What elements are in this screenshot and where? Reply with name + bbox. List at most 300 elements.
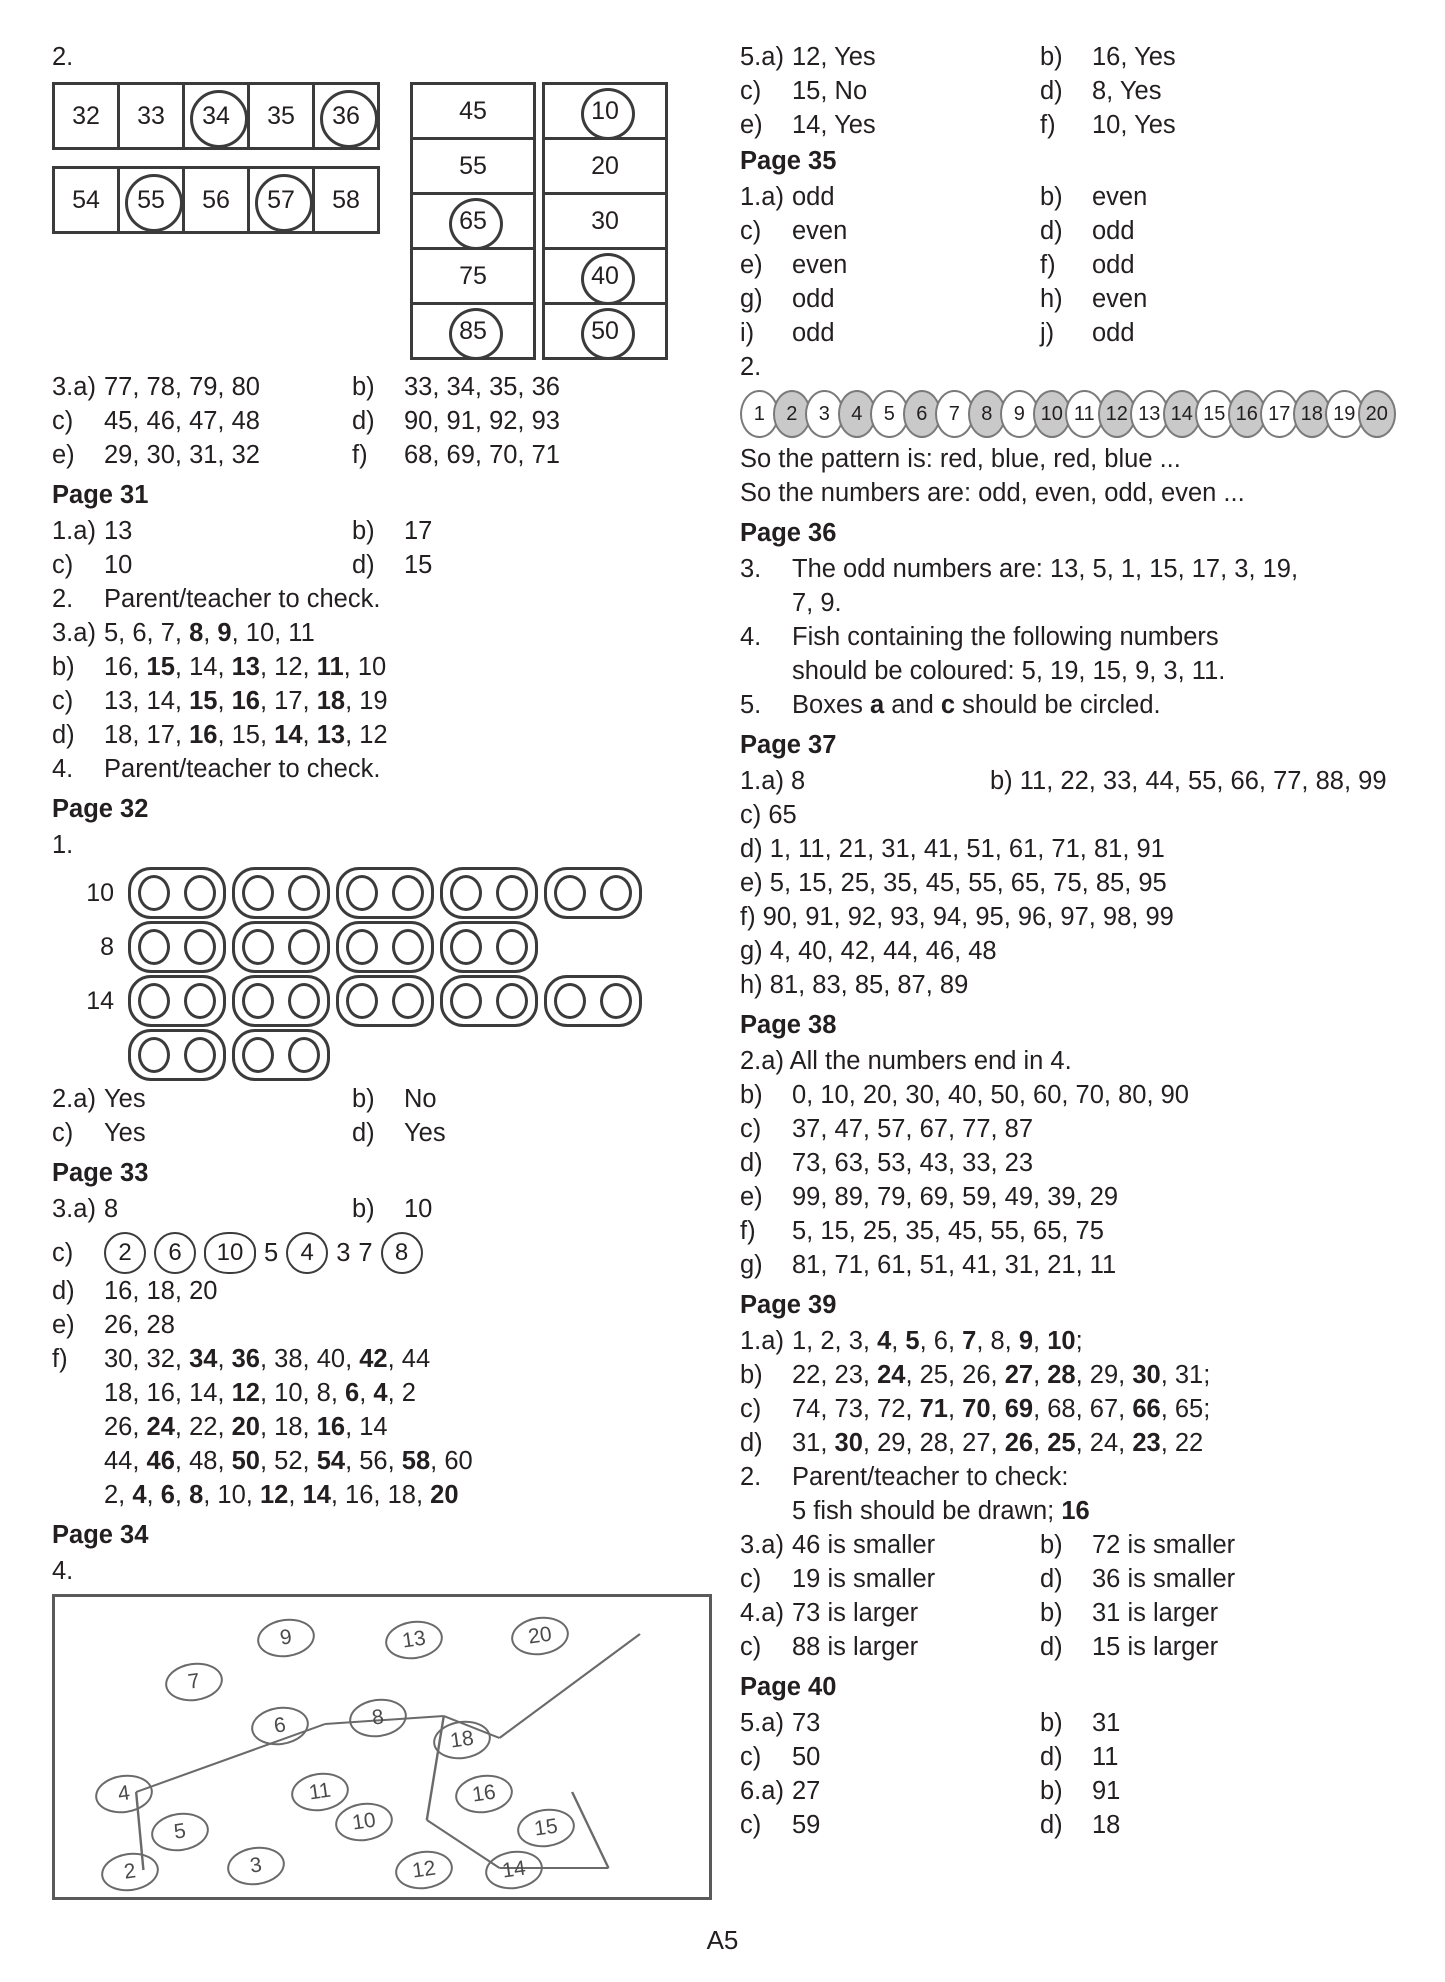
number-colour-strip xyxy=(740,390,1390,438)
item-text: 81, 71, 61, 51, 41, 31, 21, 11 xyxy=(792,1251,1117,1279)
item-label xyxy=(740,654,792,688)
item-label: 2.a) xyxy=(52,1085,96,1113)
page35-question-2-label: 2. xyxy=(740,353,762,381)
dot-node: 20 xyxy=(509,1613,572,1659)
item-text: 26, 28 xyxy=(104,1311,175,1339)
strip-number: 18 xyxy=(1293,390,1332,438)
item-text: 29, 30, 31, 32 xyxy=(104,441,260,469)
item-text: Fish containing the following numbers xyxy=(792,623,1219,651)
ten-frame-row xyxy=(52,974,712,1028)
answer-row xyxy=(740,1180,1390,1214)
grid-cell: 34 xyxy=(185,85,250,147)
answer-row xyxy=(740,620,1390,654)
answer-row xyxy=(52,370,712,404)
item-text: 5, 15, 25, 35, 45, 55, 65, 75 xyxy=(792,1217,1104,1245)
item-text: Boxes a and c should be circled. xyxy=(792,691,1161,719)
item-text-2: odd xyxy=(1092,217,1135,245)
item-label-2: b) xyxy=(1040,1531,1063,1559)
counter-pair xyxy=(440,867,538,919)
answer-row xyxy=(740,1528,1390,1562)
column-cell: 40 xyxy=(545,250,665,305)
counter-dot xyxy=(288,983,320,1019)
answer-row xyxy=(52,514,712,548)
counter-dot xyxy=(138,1037,170,1073)
counter-pair xyxy=(336,975,434,1027)
strip-number: 13 xyxy=(1130,390,1169,438)
answer-row xyxy=(740,1146,1390,1180)
answer-row xyxy=(740,1630,1390,1664)
item-label: 5. xyxy=(740,691,762,719)
item-label xyxy=(740,586,792,620)
dot-node: 2 xyxy=(99,1849,162,1895)
counter-dot xyxy=(138,983,170,1019)
grid-cell: 57 xyxy=(250,169,315,231)
item-text: 45, 46, 47, 48 xyxy=(104,407,260,435)
answer-row xyxy=(740,214,1390,248)
question-5-answers xyxy=(740,40,1390,142)
item-label: c) xyxy=(52,407,74,435)
strip-number: 11 xyxy=(1065,390,1104,438)
item-label-2: b) xyxy=(1040,183,1063,211)
answer-line: d) 1, 11, 21, 31, 41, 51, 61, 71, 81, 91 xyxy=(740,835,1165,863)
item-text: should be coloured: 5, 19, 15, 9, 3, 11. xyxy=(792,657,1226,685)
page37-lines xyxy=(740,798,1390,1002)
question-2-label: 2. xyxy=(52,43,74,71)
item-label-2: b) xyxy=(1040,1599,1063,1627)
circled-number: 2 xyxy=(104,1232,146,1274)
counter-dot xyxy=(392,929,424,965)
answer-row xyxy=(740,1740,1390,1774)
item-label: e) xyxy=(740,251,763,279)
answer-row xyxy=(740,552,1390,586)
column-cell: 55 xyxy=(413,140,533,195)
item-text-2: even xyxy=(1092,183,1148,211)
item-text-2: 91 xyxy=(1092,1777,1121,1805)
column-cell: 20 xyxy=(545,140,665,195)
ten-frame-label: 10 xyxy=(86,878,114,907)
answer-row xyxy=(740,1248,1390,1282)
counter-dot xyxy=(392,983,424,1019)
counter-pair xyxy=(336,867,434,919)
item-text: The odd numbers are: 13, 5, 1, 15, 17, 3, 19, xyxy=(792,555,1299,583)
item-text: 12, Yes xyxy=(792,43,876,71)
item-text: 50 xyxy=(792,1743,821,1771)
item-text: odd xyxy=(792,183,835,211)
item-label: 1.a) xyxy=(740,183,784,211)
counter-dot xyxy=(242,983,274,1019)
answer-row xyxy=(740,1562,1390,1596)
counter-pair xyxy=(128,1029,226,1081)
page38-items xyxy=(740,1078,1390,1282)
item-text-2: 17 xyxy=(404,517,433,545)
ten-frame-rows xyxy=(52,866,712,1082)
answer-row xyxy=(740,1358,1390,1392)
page37-question-1a xyxy=(740,764,1390,798)
dot-node: 15 xyxy=(515,1805,578,1851)
page31-question-3d xyxy=(52,718,712,752)
heading-page-34: Page 34 xyxy=(52,1521,149,1549)
counter-pair xyxy=(232,975,330,1027)
ten-frame-row xyxy=(52,866,712,920)
item-label: 3.a) xyxy=(740,1531,784,1559)
page31-question-1 xyxy=(52,514,712,582)
column-cell: 30 xyxy=(545,195,665,250)
item-text: Parent/teacher to check. xyxy=(104,755,381,783)
counter-dot xyxy=(184,1037,216,1073)
item-text: odd xyxy=(792,285,835,313)
item-label: 4. xyxy=(740,623,762,651)
item-text: 13 xyxy=(104,517,133,545)
item-label-2: d) xyxy=(1040,1633,1063,1661)
item-text: 7, 9. xyxy=(792,589,842,617)
sequence-line: 2, 4, 6, 8, 10, 12, 14, 16, 18, 20 xyxy=(104,1481,459,1509)
item-label: b) xyxy=(740,1081,763,1109)
strip-number: 20 xyxy=(1358,390,1397,438)
item-text-2: 11 xyxy=(1092,1743,1119,1771)
item-text-2: 10, Yes xyxy=(1092,111,1176,139)
item-text-2: even xyxy=(1092,285,1148,313)
number-column-a xyxy=(410,82,536,360)
counter-pair xyxy=(440,975,538,1027)
answer-line: g) 4, 40, 42, 44, 46, 48 xyxy=(740,937,997,965)
item-label-2: d) xyxy=(352,407,375,435)
counter-dot xyxy=(496,929,528,965)
item-text: 46 is smaller xyxy=(792,1531,936,1559)
heading-page-40: Page 40 xyxy=(740,1673,837,1701)
counter-dot xyxy=(346,875,378,911)
item-text: 1.a) 8 xyxy=(740,767,806,795)
counter-dot xyxy=(346,983,378,1019)
counter-dot xyxy=(450,929,482,965)
item-text: Yes xyxy=(104,1085,146,1113)
counter-dot xyxy=(288,1037,320,1073)
page35-pattern-line: So the pattern is: red, blue, red, blue ... xyxy=(740,445,1181,473)
item-text-2: 31 is larger xyxy=(1092,1599,1219,1627)
item-label: d) xyxy=(740,1149,763,1177)
answer-row xyxy=(740,316,1390,350)
item-text: 99, 89, 79, 69, 59, 49, 39, 29 xyxy=(792,1183,1119,1211)
counter-dot xyxy=(184,875,216,911)
answer-row xyxy=(740,248,1390,282)
number-grid-row-1 xyxy=(52,82,380,150)
item-text: 31, 30, 29, 28, 27, 26, 25, 24, 23, 22 xyxy=(792,1429,1204,1457)
item-label: c) xyxy=(740,1811,762,1839)
column-cell: 65 xyxy=(413,195,533,250)
item-label: d) xyxy=(52,721,75,749)
item-text: 73, 63, 53, 43, 33, 23 xyxy=(792,1149,1034,1177)
heading-page-32: Page 32 xyxy=(52,795,149,823)
column-cell: 10 xyxy=(545,85,665,140)
item-label: 2. xyxy=(52,585,74,613)
circled-number-sequence xyxy=(104,1232,423,1274)
ten-frame-row xyxy=(52,1028,712,1082)
dot-node: 7 xyxy=(163,1659,226,1705)
item-label-2: b) xyxy=(1040,1709,1063,1737)
page39-items xyxy=(740,1324,1390,1528)
answer-row xyxy=(740,1426,1390,1460)
dot-node: 6 xyxy=(249,1703,312,1749)
item-text: Parent/teacher to check: xyxy=(792,1463,1069,1491)
strip-number: 8 xyxy=(968,390,1007,438)
item-label: c) xyxy=(52,1239,74,1267)
grid-cell: 55 xyxy=(120,169,185,231)
sequence-line: 30, 32, 34, 36, 38, 40, 42, 44 xyxy=(104,1345,431,1373)
answer-line: e) 5, 15, 25, 35, 45, 55, 65, 75, 85, 95 xyxy=(740,869,1167,897)
item-label: 2. xyxy=(740,1463,762,1491)
item-label: 1.a) xyxy=(740,1327,784,1355)
item-text-2: 10 xyxy=(404,1195,433,1223)
answer-row xyxy=(740,1774,1390,1808)
dot-node: 16 xyxy=(453,1771,516,1817)
item-label: 5.a) xyxy=(740,43,784,71)
dot-node: 10 xyxy=(333,1799,396,1845)
item-text-2: 90, 91, 92, 93 xyxy=(404,407,560,435)
dot-node: 13 xyxy=(383,1617,446,1663)
item-label: g) xyxy=(740,1251,763,1279)
item-text: 77, 78, 79, 80 xyxy=(104,373,260,401)
page33-question-3a xyxy=(52,1192,712,1226)
item-label: e) xyxy=(740,111,763,139)
heading-page-33: Page 33 xyxy=(52,1159,149,1187)
item-text-2: 72 is smaller xyxy=(1092,1531,1236,1559)
item-text: 1, 2, 3, 4, 5, 6, 7, 8, 9, 10; xyxy=(792,1327,1083,1355)
item-label xyxy=(740,1494,792,1528)
answer-row xyxy=(740,1494,1390,1528)
answer-row xyxy=(740,586,1390,620)
page35-numbers-line: So the numbers are: odd, even, odd, even ... xyxy=(740,479,1245,507)
answer-row xyxy=(740,1324,1390,1358)
counter-dot xyxy=(450,875,482,911)
item-label-2: b) xyxy=(352,1085,375,1113)
item-label: c) xyxy=(740,77,762,105)
number-columns xyxy=(410,82,668,360)
item-text-2: b) 11, 22, 33, 44, 55, 66, 77, 88, 99 xyxy=(990,767,1387,795)
number-column-b xyxy=(542,82,668,360)
item-label: d) xyxy=(52,1277,75,1305)
item-label: c) xyxy=(740,1633,762,1661)
strip-number: 16 xyxy=(1228,390,1267,438)
strip-number: 9 xyxy=(1000,390,1039,438)
counter-pair xyxy=(336,921,434,973)
page32-question-1-label: 1. xyxy=(52,831,74,859)
column-cell: 85 xyxy=(413,305,533,357)
answer-line: c) 65 xyxy=(740,801,797,829)
item-text: 0, 10, 20, 30, 40, 50, 60, 70, 80, 90 xyxy=(792,1081,1189,1109)
answer-row xyxy=(740,282,1390,316)
page31-question-3c xyxy=(52,684,712,718)
question-3-answers xyxy=(52,370,712,472)
dot-node: 14 xyxy=(483,1847,546,1893)
page-footer: A5 xyxy=(706,1925,739,1955)
item-label: c) xyxy=(740,1115,762,1143)
heading-page-35: Page 35 xyxy=(740,147,837,175)
item-label: d) xyxy=(740,1429,763,1457)
circled-number: 8 xyxy=(381,1232,423,1274)
counter-pair xyxy=(232,867,330,919)
strip-number: 10 xyxy=(1033,390,1072,438)
counter-dot xyxy=(138,875,170,911)
counter-dot xyxy=(184,983,216,1019)
item-text: 16, 18, 20 xyxy=(104,1277,218,1305)
item-label: f) xyxy=(52,1345,68,1373)
item-text: 14, Yes xyxy=(792,111,876,139)
counter-pair xyxy=(232,1029,330,1081)
page33-question-3e xyxy=(52,1308,712,1342)
item-text: 59 xyxy=(792,1811,821,1839)
strip-number: 1 xyxy=(740,390,779,438)
item-label-2: b) xyxy=(352,1195,375,1223)
counter-dot xyxy=(600,983,632,1019)
question-2-figures xyxy=(52,82,712,360)
answer-row xyxy=(52,438,712,472)
ten-frame-label: 14 xyxy=(86,986,114,1015)
item-text-2: Yes xyxy=(404,1119,446,1147)
item-text: 73 xyxy=(792,1709,821,1737)
page33-question-3f xyxy=(52,1342,712,1512)
item-label-2: b) xyxy=(1040,43,1063,71)
grid-cell: 35 xyxy=(250,85,315,147)
number-grid-row-2 xyxy=(52,166,380,234)
item-label: 4. xyxy=(52,755,74,783)
answer-row xyxy=(740,1460,1390,1494)
counter-dot xyxy=(450,983,482,1019)
item-label: c) xyxy=(52,551,74,579)
sequence-line: 26, 24, 22, 20, 18, 16, 14 xyxy=(104,1413,388,1441)
page33-question-3c xyxy=(52,1232,712,1274)
answer-line: f) 90, 91, 92, 93, 94, 95, 96, 97, 98, 99 xyxy=(740,903,1174,931)
answer-row xyxy=(740,74,1390,108)
item-text: 27 xyxy=(792,1777,821,1805)
item-label: 3.a) xyxy=(52,373,96,401)
left-column xyxy=(52,40,712,1900)
counter-dot xyxy=(600,875,632,911)
answer-row xyxy=(740,654,1390,688)
grid-cell: 32 xyxy=(55,85,120,147)
counter-dot xyxy=(554,983,586,1019)
answer-row xyxy=(52,404,712,438)
answer-row xyxy=(740,1706,1390,1740)
item-text: 88 is larger xyxy=(792,1633,919,1661)
grid-cell: 56 xyxy=(185,169,250,231)
heading-page-38: Page 38 xyxy=(740,1011,837,1039)
dot-node: 12 xyxy=(393,1847,456,1893)
counter-pair xyxy=(544,867,642,919)
heading-page-39: Page 39 xyxy=(740,1291,837,1319)
item-text-2: 16, Yes xyxy=(1092,43,1176,71)
page34-question-4-label: 4. xyxy=(52,1557,74,1585)
item-text-2: odd xyxy=(1092,319,1135,347)
item-label-2: d) xyxy=(1040,1811,1063,1839)
item-label: c) xyxy=(740,1565,762,1593)
plain-number: 5 xyxy=(264,1238,279,1267)
page33-question-3d xyxy=(52,1274,712,1308)
counter-pair xyxy=(440,921,538,973)
sequence-line: 44, 46, 48, 50, 52, 54, 56, 58, 60 xyxy=(104,1447,473,1475)
page35-question-1 xyxy=(740,180,1390,350)
grid-cell: 54 xyxy=(55,169,120,231)
answer-row xyxy=(52,1082,712,1116)
item-text: Yes xyxy=(104,1119,146,1147)
item-label-2: f) xyxy=(1040,251,1056,279)
page31-question-3b xyxy=(52,650,712,684)
strip-number: 5 xyxy=(870,390,909,438)
item-label: 3. xyxy=(740,555,762,583)
item-text-2: 8, Yes xyxy=(1092,77,1162,105)
answer-row xyxy=(740,1392,1390,1426)
item-label-2: d) xyxy=(352,551,375,579)
counter-dot xyxy=(184,929,216,965)
heading-page-31: Page 31 xyxy=(52,481,149,509)
heading-page-36: Page 36 xyxy=(740,519,837,547)
item-text: 22, 23, 24, 25, 26, 27, 28, 29, 30, 31; xyxy=(792,1361,1211,1389)
page31-question-4 xyxy=(52,752,712,786)
item-label: e) xyxy=(52,1311,75,1339)
circled-number: 4 xyxy=(286,1232,328,1274)
dot-node: 4 xyxy=(93,1771,156,1817)
answer-row xyxy=(740,1596,1390,1630)
item-text: 16, 15, 14, 13, 12, 11, 10 xyxy=(104,653,387,681)
item-label: 1.a) xyxy=(52,517,96,545)
item-text: 5 fish should be drawn; 16 xyxy=(792,1497,1090,1525)
grid-cell: 36 xyxy=(315,85,377,147)
item-label: e) xyxy=(740,1183,763,1211)
strip-number: 6 xyxy=(903,390,942,438)
answer-row xyxy=(740,180,1390,214)
item-text: 13, 14, 15, 16, 17, 18, 19 xyxy=(104,687,388,715)
circled-number: 10 xyxy=(204,1232,256,1274)
counter-dot xyxy=(288,929,320,965)
counter-pair xyxy=(128,975,226,1027)
counter-dot xyxy=(288,875,320,911)
dot-node: 8 xyxy=(347,1695,410,1741)
item-text: even xyxy=(792,217,848,245)
item-label: f) xyxy=(740,1217,756,1245)
item-text-2: 15 is larger xyxy=(1092,1633,1219,1661)
dot-node: 18 xyxy=(431,1717,494,1763)
item-label-2: d) xyxy=(1040,1743,1063,1771)
counter-pair xyxy=(544,975,642,1027)
item-text-2: 31 xyxy=(1092,1709,1121,1737)
counter-dot xyxy=(496,983,528,1019)
answer-row xyxy=(740,108,1390,142)
counter-pair xyxy=(232,921,330,973)
answer-row xyxy=(740,40,1390,74)
counter-dot xyxy=(554,875,586,911)
page36-items xyxy=(740,552,1390,722)
item-text: 5, 6, 7, 8, 9, 10, 11 xyxy=(104,619,315,647)
answer-row xyxy=(740,1214,1390,1248)
strip-number: 3 xyxy=(805,390,844,438)
item-text: 18, 17, 16, 15, 14, 13, 12 xyxy=(104,721,388,749)
strip-number: 12 xyxy=(1098,390,1137,438)
counter-dot xyxy=(242,929,274,965)
item-label-2: b) xyxy=(352,373,375,401)
strip-number: 7 xyxy=(935,390,974,438)
answer-row xyxy=(740,1808,1390,1842)
page31-question-3a xyxy=(52,616,712,650)
column-cell: 45 xyxy=(413,85,533,140)
right-column xyxy=(740,40,1390,1900)
grid-cell: 58 xyxy=(332,185,360,214)
strip-number: 19 xyxy=(1325,390,1364,438)
number-grids xyxy=(52,82,380,234)
item-text: even xyxy=(792,251,848,279)
ten-frame-row xyxy=(52,920,712,974)
ten-frame-label: 8 xyxy=(100,932,114,961)
dot-node: 3 xyxy=(225,1843,288,1889)
item-text-2: 68, 69, 70, 71 xyxy=(404,441,560,469)
page38-first-line: 2.a) All the numbers end in 4. xyxy=(740,1047,1072,1075)
